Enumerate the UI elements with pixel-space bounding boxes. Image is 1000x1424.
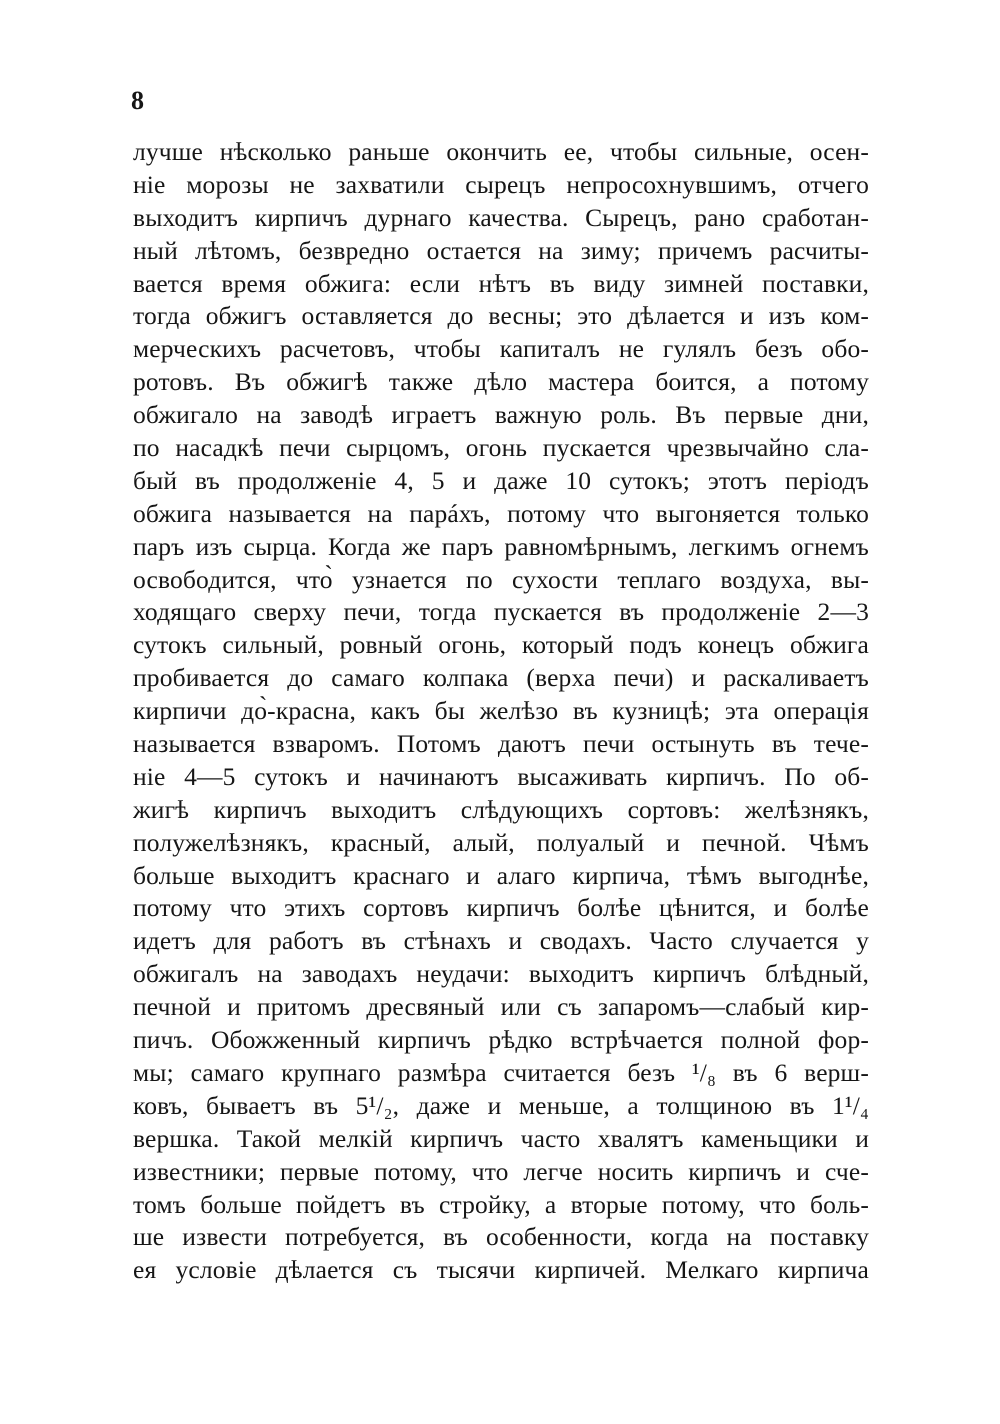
body-text <box>133 136 869 1287</box>
text-line: бый въ продолженіе 4, 5 и даже 10 сутокъ; этотъ періодъ <box>133 465 869 495</box>
text-line: обжига называется на парáхъ, потому что выгоняется только <box>133 498 869 528</box>
text-line: паръ изъ сырца. Когда же паръ равномѣрнымъ, легкимъ огнемъ <box>133 531 869 561</box>
text-line: по насадкѣ печи сырцомъ, огонь пускается чрезвычайно сла- <box>133 433 869 463</box>
text-line: больше выходитъ краснаго и алаго кирпича, тѣмъ выгоднѣе, <box>133 860 869 890</box>
text-line: печной и притомъ дресвяный или съ запаромъ—слабый кир- <box>133 992 869 1022</box>
text-line: мерческихъ расчетовъ, чтобы капиталъ не гулялъ безъ обо- <box>133 334 869 364</box>
text-line: вается время обжига: если нѣтъ въ виду зимней поставки, <box>133 268 869 298</box>
page-number: 8 <box>131 86 144 115</box>
text-line: известники; первые потому, что легче носить кирпичъ и сче- <box>133 1156 869 1186</box>
text-line: ніе морозы не захватили сырецъ непросохнувшимъ, отчего <box>133 169 869 199</box>
text-line: выходитъ кирпичъ дурнаго качества. Сырецъ, рано сработан- <box>133 202 869 232</box>
text-line: ея условіе дѣлается съ тысячи кирпичей. Мелкаго кирпича <box>133 1255 869 1285</box>
text-line: полужелѣзнякъ, красный, алый, полуалый и печной. Чѣмъ <box>133 827 869 857</box>
text-line: ніе 4—5 сутокъ и начинаютъ высаживать кирпичъ. По об- <box>133 761 869 791</box>
text-line: мы; самаго крупнаго размѣра считается безъ ¹/₈ въ 6 верш- <box>133 1057 869 1087</box>
text-line: пичъ. Обожженный кирпичъ рѣдко встрѣчается полной фор- <box>133 1025 869 1055</box>
text-line: томъ больше пойдетъ въ стройку, а вторые потому, что боль- <box>133 1189 869 1219</box>
text-line: идетъ для работъ въ стѣнахъ и сводахъ. Часто случается у <box>133 926 869 956</box>
text-line: вершка. Такой мелкій кирпичъ часто хвалятъ каменьщики и <box>133 1123 869 1153</box>
text-line: лучше нѣсколько раньше окончить ее, чтобы сильные, осен- <box>133 137 869 166</box>
text-line: потому что этихъ сортовъ кирпичъ болѣе цѣнится, и болѣе <box>133 893 869 923</box>
text-line: пробивается до самаго колпака (верха печи) и раскаливаетъ <box>133 663 869 693</box>
text-line: освободится, что̀ узнается по сухости теплаго воздуха, вы- <box>133 564 869 594</box>
text-line: обжигалъ на заводахъ неудачи: выходитъ кирпичъ блѣдный, <box>133 959 869 989</box>
text-line: тогда обжигъ оставляется до весны; это дѣлается и изъ ком- <box>133 301 869 331</box>
text-line: ковъ, бываетъ въ 5¹/₂, даже и меньше, а толщиною въ 1¹/₄ <box>133 1090 869 1120</box>
text-line: называется взваромъ. Потомъ даютъ печи остынуть въ тече- <box>133 729 869 759</box>
text-line: обжигало на заводѣ играетъ важную роль. Въ первые дни, <box>133 400 869 430</box>
text-line: ный лѣтомъ, безвредно остается на зиму; причемъ расчиты- <box>133 235 869 265</box>
text-line: ходящаго сверху печи, тогда пускается въ продолженіе 2—3 <box>133 597 869 627</box>
text-line: кирпичи до̀-красна, какъ бы желѣзо въ кузницѣ; эта операція <box>133 696 869 726</box>
text-line: сутокъ сильный, ровный огонь, который подъ конецъ обжига <box>133 630 869 660</box>
text-line: ше извести потребуется, въ особенности, когда на поставку <box>133 1222 869 1252</box>
text-line: ротовъ. Въ обжигѣ также дѣло мастера боится, а потому <box>133 367 869 397</box>
text-line: жигѣ кирпичъ выходитъ слѣдующихъ сортовъ: желѣзнякъ, <box>133 794 869 824</box>
